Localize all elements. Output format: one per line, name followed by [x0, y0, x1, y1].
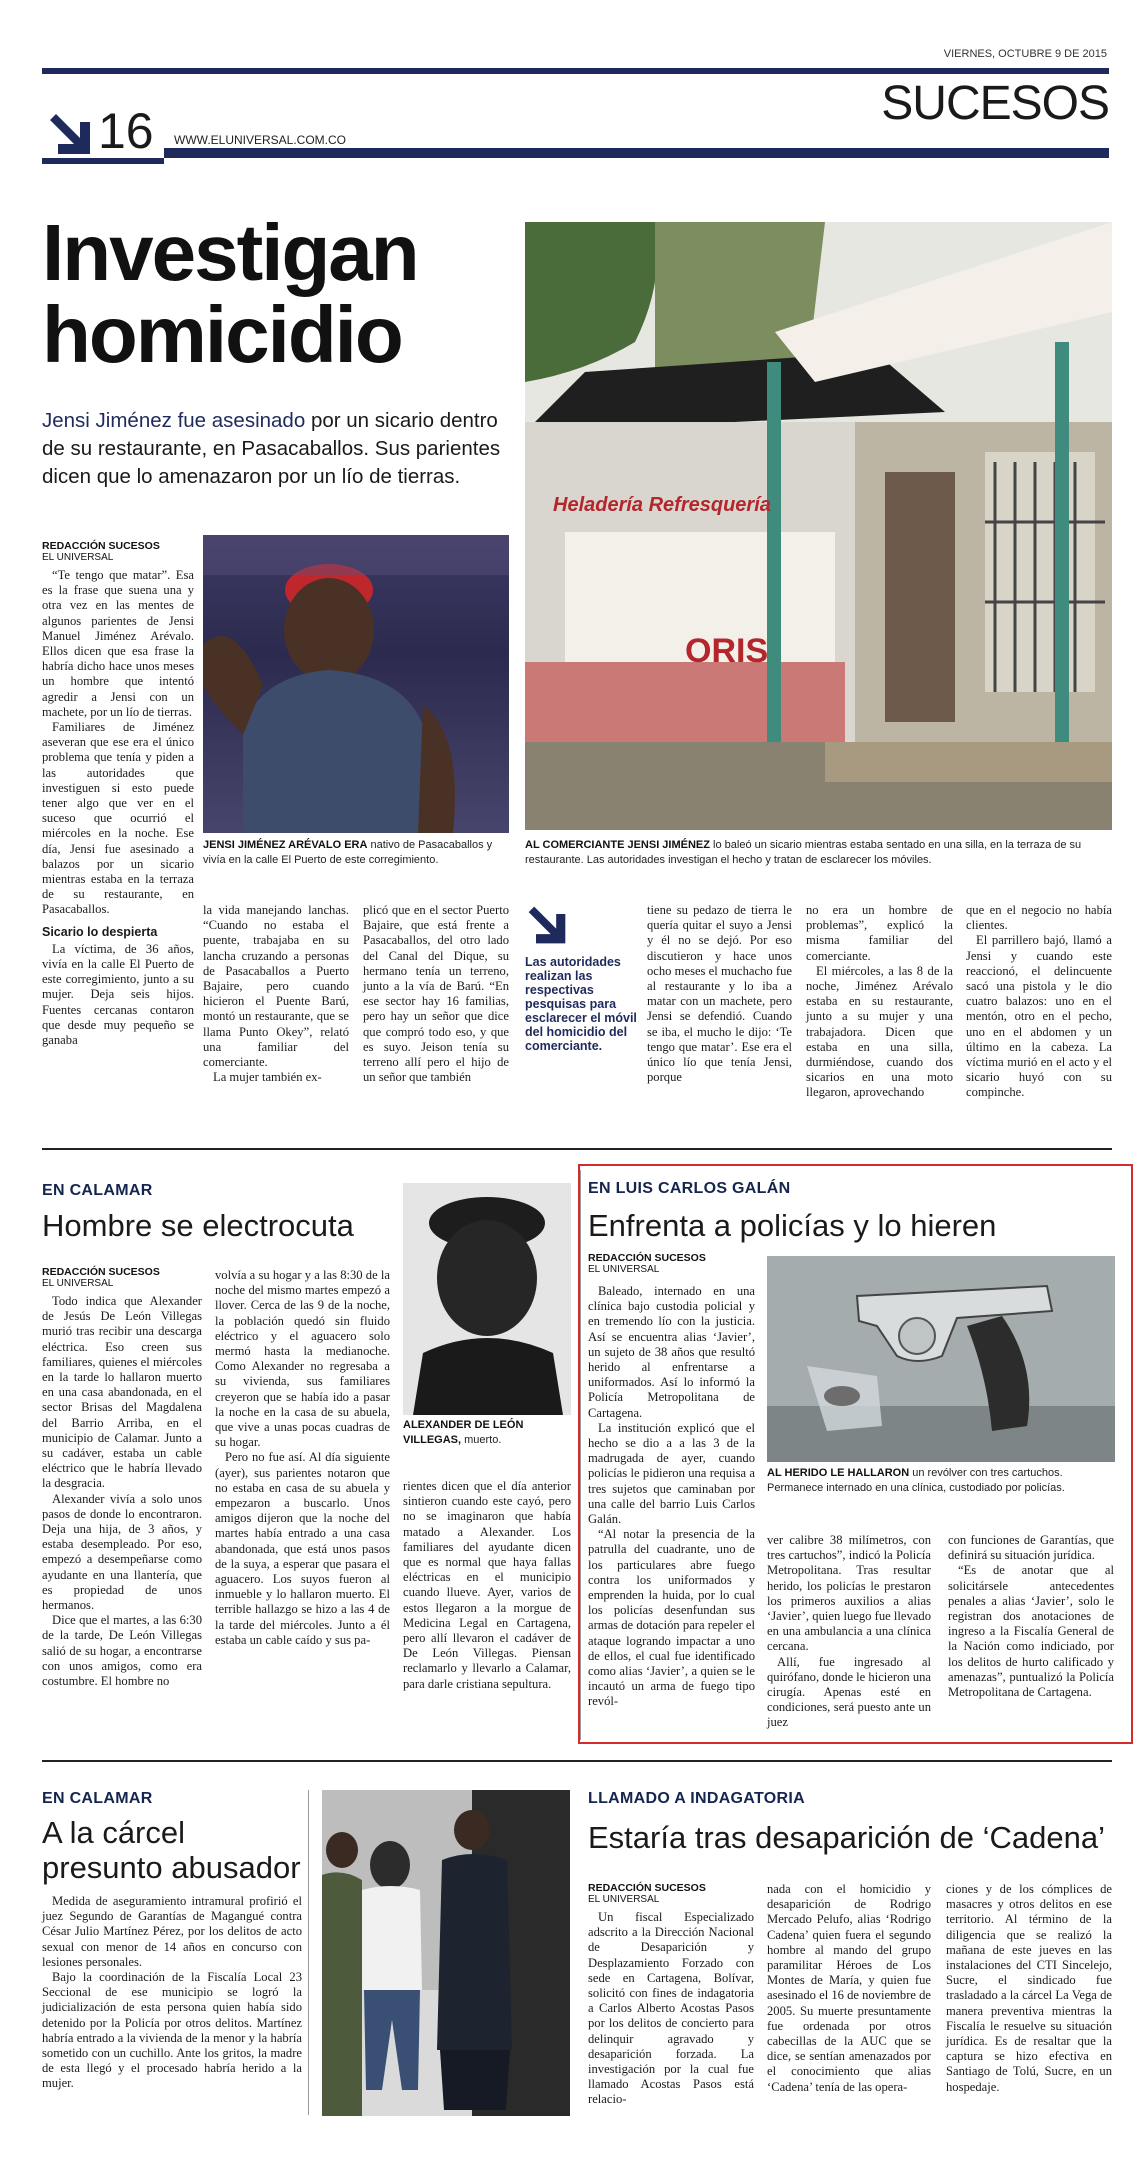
arrow-down-right-icon: [46, 110, 94, 158]
main-col-5: tiene su pedazo de tierra le quería quitar el suyo a Jensi y él no se dejó. Por eso discutieron y hace unos ocho meses el muchacho fue al restaurante y lo iba a matar con un machete, pero Jensi se defendió. Cuando se iba, el mucho le dijo: ‘Te tengo que matar’. Ese era el único lío que tenía Jensi, porque: [647, 903, 792, 1085]
main-col-7: que en el negocio no había clientes. El parrillero bajó, llamó a Jensi y cuando este reaccionó, el delincuente sacó una pistola y le dio cuatro balazos: uno en el mentón, otro en el pecho, uno en el abdomen y un último en la cabeza. La víctima murió en el acto y el sicario huyó con su compinche.: [966, 903, 1112, 1100]
calamar-victim-photo: [403, 1183, 571, 1415]
restaurant-scene-icon: [525, 222, 1112, 830]
cadena-col-1: Un fiscal Especializado adscrito a la Dirección Nacional de Desaparición y Desplazamiento Forzado con sede en Cartagena, Bolívar, solicitó con fines de indagatoria a Carlos Alberto Acostas Pasos por los delitos de concierto para delinquir agravado y desaparición forzada. La investigación por la cual fue llamado Acostas Pasos está relacio-: [588, 1910, 754, 2107]
revolver-icon: [767, 1256, 1115, 1462]
main-col-1: “Te tengo que matar”. Esa es la frase que suena una y otra vez en las mentes de algunos parientes de Jensi Manuel Jiménez Arévalo. Ellos dicen que esa frase la habría dicho hace unos meses un hombre que intentó agredir a Jensi con un machete, por un lío de tierras. Familiares de Jiménez aseveran que ese era el único problema que tenía y piden a las autoridades que investiguen si esto puede tener algo que ver en el suceso que ocurrió el miércoles en la noche. Ese día, Jensi fue asesinado a balazos por un sicario mientras estaba en la terraza de su restaurante, en Pasacaballos. Sicario lo despierta La víctima, de 36 años, vivía en la calle El Puerto de este corregimiento, junto a su mujer. Deja seis hijos. Fuentes cercanas contaron que desde muy pequeño se ganaba: [42, 568, 194, 1048]
calamar-kicker: EN CALAMAR: [42, 1182, 153, 1199]
calamar-photo-caption: ALEXANDER DE LEÓN VILLEGAS, muerto.: [403, 1419, 524, 1446]
calamar-headline: Hombre se electrocuta: [42, 1208, 354, 1243]
sign-text-2: ORIS: [685, 632, 769, 670]
column-divider-2: [308, 1790, 309, 2115]
cadena-col-2: nada con el homicidio y desaparición de Rodrigo Mercado Pelufo, alias ‘Rodrigo Cadena’ quien fuera el segundo hombre al mando del grupo paramilitar Héroes de Los Montes de María, y quien fue asesinado el 16 de noviembre de 2005. Su muerte presuntamente fue ordenada por otros cabecillas de la AUC que se dice, se sentían amenazados por el conocimiento que alias ‘Cadena’ tenía de las opera-: [767, 1882, 932, 2094]
section-title: SUCESOS: [881, 77, 1109, 130]
main-byline: REDACCIÓN SUCESOS EL UNIVERSAL: [42, 540, 160, 563]
page-number-block: [42, 104, 164, 164]
page-number: 16: [98, 103, 154, 159]
lcg-headline: Enfrenta a policías y lo hieren: [588, 1208, 997, 1243]
main-col-3: plicó que en el sector Puerto Bajaire, que está frente a Pasacaballos, del otro lado del Canal del Dique, su hermano tenía un terreno, junto a la vía de Barú. “En ese sector hay 16 familias, pero hay un señor que dice que compró todo eso, y que es suyo. Jeison tenía su terreno allí pero el hijo de un señor que también: [363, 903, 509, 1085]
main-col-2: la vida manejando lanchas. “Cuando no estaba el puente, trabajaba en su lancha cruzando a personas de Pasacaballos a Puerto Bajaire, pero cuando hicieron el Puente Barú, montó un restaurante, que se llama Punto Okey”, relató una familiar del comerciante. La mujer también ex-: [203, 903, 349, 1085]
header-rule-top: [42, 68, 1109, 74]
pullout-box: [525, 903, 645, 1053]
website-url[interactable]: WWW.ELUNIVERSAL.COM.CO: [174, 133, 347, 147]
calamar-byline: REDACCIÓN SUCESOS EL UNIVERSAL: [42, 1266, 160, 1289]
cadena-headline: Estaría tras desaparición de ‘Cadena’: [588, 1820, 1105, 1855]
calamar-col-2: volvía a su hogar y a las 8:30 de la noche del mismo martes empezó a llover. Cerca de las 9 de la noche, la población quedó sin fluido eléctrico y el aguacero solo mermó hasta la medianoche. Como Alexander no regresaba a su vivienda, sus familiares creyeron que se había ido a pasar la noche en la casa de su abuela, que vive a unas pocas cuadras de su hogar. Pero no fue así. Al día siguiente (ayer), sus parientes notaron que no estaba en casa de su abuela y empezaron a buscarlo. Unos amigos dijeron que la noche del martes había entrado a una casa abandonada, que está unos pasos de la suya, a esperar que pasara el aguacero. Los suyos fueron al inmueble y lo hallaron muerto. El terrible hallazgo se hizo a las 4 de la tarde del miércoles. Junto a él estaba un cable caído y sus pa-: [215, 1268, 390, 1647]
revolver-photo-caption: AL HERIDO LE HALLARON un revólver con tres cartuchos. Permanece internado en una clínica, custodiado por policías.: [767, 1467, 1065, 1494]
victim-photo-caption: JENSI JIMÉNEZ ARÉVALO ERA nativo de Pasacaballos y vivía en la calle El Puerto de este corregimiento.: [203, 839, 493, 866]
main-headline: Investigan homicidio: [42, 208, 418, 379]
section-divider-1: [42, 1148, 1112, 1150]
header-rule-bottom: [164, 148, 1109, 158]
main-subhead: Sicario lo despierta: [42, 924, 158, 939]
revolver-photo: [767, 1256, 1115, 1462]
arrest-scene-icon: [322, 1790, 570, 2116]
victim-figure-icon: [203, 535, 509, 833]
lcg-col-1: Baleado, internado en una clínica bajo custodia policial y en tremendo lío con la justicia. Así se encuentra alias ‘Javier’, un sujeto de 38 años que resultó herido al enfrentarse a uniformados. Así lo informó la Policía Metropolitana de Cartagena. La institución explicó que el hecho se dio a a las 3 de la madrugada de ayer, cuando policías le pidieron una requisa a tres sujetos que caminaban por una calle del barrio Luis Carlos Galán. “Al notar la presencia de la patrulla del cuadrante, uno de los particulares abre fuego contra los uniformados y emprenden la huida, por lo cual los policías desenfundan sus armas de dotación para repeler el ataque logrando impactar a uno de ellos, el cual fue identificado como alias ‘Javier’, a quien se le incautó un arma de fuego tipo revól-: [588, 1284, 755, 1709]
calamar-col-1: Todo indica que Alexander de Jesús De León Villegas murió tras recibir una descarga eléctrica. Eso creen sus familiares, quienes el miércoles en la tarde lo hallaron muerto en una casa abandonada, en el sector Brisas del Magdalena del Barrio Arriba, en el municipio de Calamar. Junto a su cadáver, estaba un cable eléctrico que le habría llevado la desgracia. Alexander vivía a solo unos pasos de donde lo encontraron. Deja una hija, de 3 años, y estaba desempleado. Por eso, empezó a desempeñarse como ayudante en una llantería, que es propiedad de unos hermanos. Dice que el martes, a las 6:30 de la tarde, De León Villegas salió de su hogar, a encontrarse con unos amigos, como era costumbre. El hombre no: [42, 1294, 202, 1689]
victim-photo: [203, 535, 509, 833]
lcg-col-2: ver calibre 38 milímetros, con tres cartuchos”, indicó la Policía Metropolitana. Tras resultar herido, los policías le prestaron los primeros auxilios a alias ‘Javier’, quien luego fue llevado en una ambulancia a una clínica cercana. Allí, fue ingresado al quirófano, donde le hicieron una cirugía. Apenas esté en condiciones, será puesto ante un juez: [767, 1533, 932, 1730]
silhouette-icon: [403, 1183, 571, 1415]
pullout-text: Las autoridades realizan las respectivas pesquisas para esclarecer el móvil del homicidio del comerciante.: [525, 955, 637, 1053]
carcel-body: Medida de aseguramiento intramural profirió el juez Segundo de Garantías de Magangué contra César Julio Martínez Pérez, por los delitos de acto sexual con menor de 14 años en concurso con lesiones personales. Bajo la coordinación de la Fiscalía Local 23 Seccional de ese municipio se logró la judicialización de esta persona quien había sido detenido por la Policía por otros delitos. Martínez habría entrado a la vivienda de la menor y la habría sometido con un cuchillo. Ante los gritos, la madre de esta llegó y el procesado habría herido a la mujer.: [42, 1894, 302, 2091]
lcg-byline: REDACCIÓN SUCESOS EL UNIVERSAL: [588, 1252, 706, 1275]
main-deck: [42, 407, 520, 491]
deck-text: por un sicario dentro de su restaurante, en Pasacaballos. Sus parientes dicen que lo amenazaron por un lío de tierras.: [42, 409, 501, 488]
carcel-headline: A la cárcel presunto abusador: [42, 1815, 301, 1885]
calamar-col-3: rientes dicen que el día anterior sintieron cuando este cayó, pero no se imaginaron que había matado a Alexander. Los familiares del ayudante dicen que es normal que haya fallas eléctricas en el municipio cuando llueve. Ayer, varios de estos llegaron a la morgue de Medicina Legal en Cartagena, pero allí llevaron el cadáver de De León Villegas. Piensan reclamarlo y llevarlo a Calamar, para darle cristiana sepultura.: [403, 1479, 571, 1691]
cadena-col-3: ciones y de los cómplices de masacres y otros delitos en ese territorio. Al término de la diligencia que se realizó la mañana de este jueves en las instalaciones del CTI Sincelejo, Sucre, el sindicado fue trasladado a la cárcel La Vega de manera preventiva mientras la Fiscalía le resuelve su situación jurídica. Es de resaltar que la captura se hizo efectiva en Santiago de Tolú, Sucre, en un hospedaje.: [946, 1882, 1112, 2094]
arrest-photo: [322, 1790, 570, 2116]
restaurant-photo-caption: AL COMERCIANTE JENSI JIMÉNEZ lo baleó un sicario mientras estaba sentado en una silla, en la terraza de su restaurante. Las autoridades investigan el hecho y tratan de esclarecer los móviles.: [525, 839, 1082, 866]
carcel-kicker: EN CALAMAR: [42, 1790, 153, 1807]
deck-highlight: Jensi Jiménez fue asesinado: [42, 409, 306, 432]
lcg-col-3: con funciones de Garantías, que definirá su situación jurídica. “Es de anotar que al solicitársele antecedentes penales a alias ‘Javier’, solo le registran dos anotaciones de ingreso a la Fiscalía General de la Nación como indiciado, por los delitos de hurto calificado y amenazas”, puntualizó la Policía Metropolitana de Cartagena.: [948, 1533, 1114, 1700]
section-divider-2: [42, 1760, 1112, 1762]
cadena-byline: REDACCIÓN SUCESOS EL UNIVERSAL: [588, 1882, 706, 1905]
main-col-6: no era un hombre de problemas”, explicó la misma familiar del comerciante. El miércoles, a las 8 de la noche, Jiménez Arévalo estaba en su restaurante, junto a su mujer y una trabajadora. Dicen que estaba en una silla, durmiéndose, cuando dos sicarios en una moto llegaron, aprovechando: [806, 903, 953, 1100]
restaurant-photo: [525, 222, 1112, 830]
issue-date: VIERNES, OCTUBRE 9 DE 2015: [943, 48, 1107, 60]
cadena-kicker: LLAMADO A INDAGATORIA: [588, 1790, 805, 1807]
sign-text-1: Heladería Refresquería: [553, 494, 771, 516]
arrow-down-right-icon: [525, 903, 569, 947]
lcg-kicker: EN LUIS CARLOS GALÁN: [588, 1180, 791, 1197]
